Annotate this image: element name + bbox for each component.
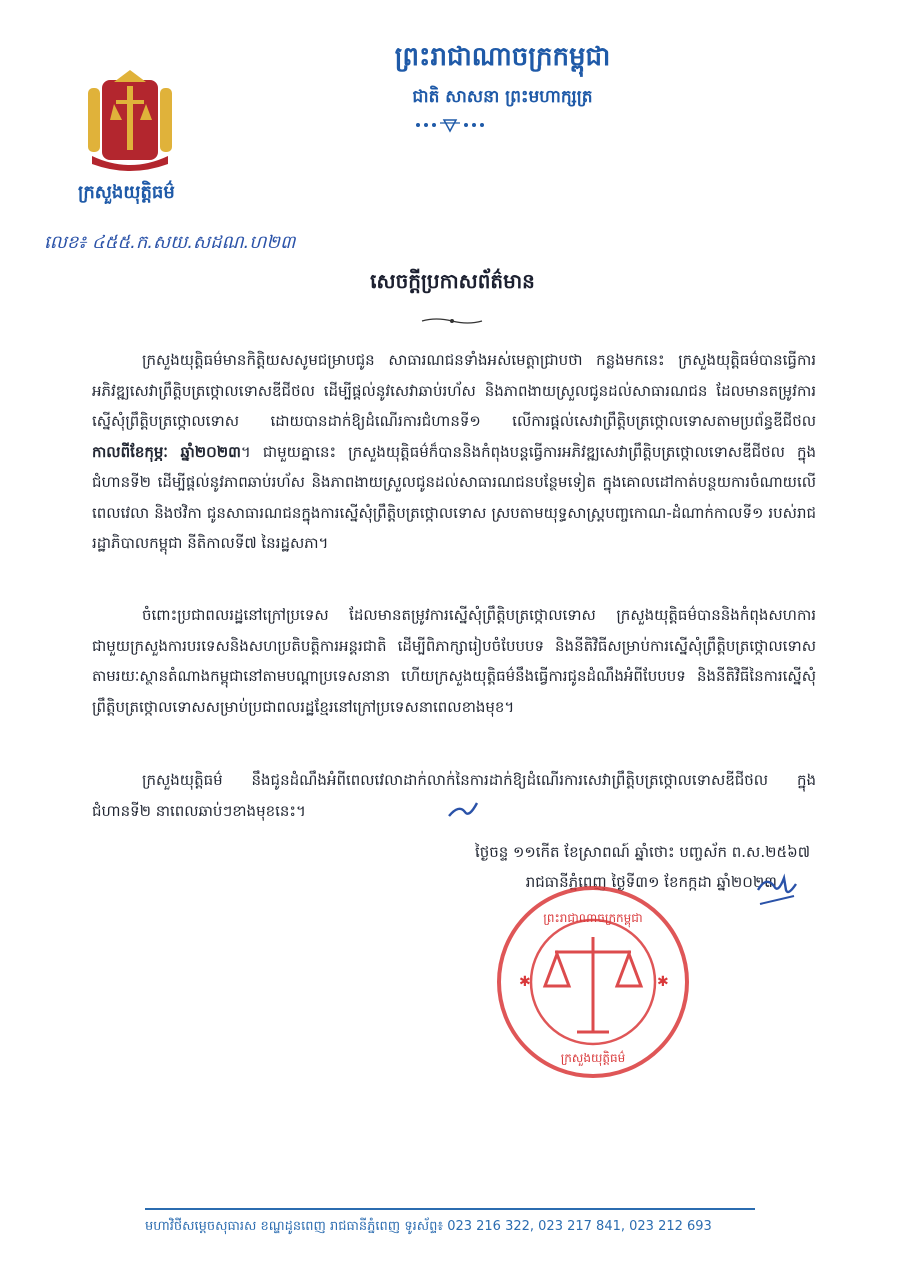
kingdom-heading: ព្រះរាជាណាចក្រកម្ពុជា — [394, 42, 611, 72]
paragraph-1 — [92, 345, 816, 559]
official-seal — [493, 882, 693, 1082]
svg-text:✱: ✱ — [657, 974, 669, 990]
paragraph-2 — [92, 600, 816, 722]
paragraph-1-end: ។ ជាមួយគ្នានេះ ក្រសួងយុត្តិធម៌ក៏បាននិងកំពុងបន្តធ្វើការអភិវឌ្ឍសេវាព្រឹត្តិបត្រថ្កោលទោសឌីជីថល ក្នុងជំហានទី២ ដើម្បីផ្តល់នូវភាពឆាប់រហ័ស និងភាពងាយស្រួលជូនដល់សាធារណជនបន្ថែមទៀត ក្នុងគោលដៅកាត់បន្ថយការចំណាយលើពេលវេលា និងថវិកា ជូនសាធារណជនក្នុងការស្នើសុំព្រឹត្តិបត្រថ្កោលទោស ស្របតាមយុទ្ធសាស្ត្របញ្ចកោណ-ដំណាក់កាលទី១ របស់រាជរដ្ឋាភិបាលកម្ពុជា នីតិកាលទី៧ នៃរដ្ឋសភា។ — [92, 442, 816, 552]
footer-contact — [145, 1218, 712, 1237]
seal-bottom-text: ក្រសួងយុត្តិធម៌ — [560, 1051, 626, 1065]
ministry-emblem-icon — [84, 70, 176, 174]
paragraph-1-date: កាលពីខែកុម្ភៈ ឆ្នាំ២០២៣ — [92, 442, 241, 461]
initial-mark-icon — [445, 800, 481, 822]
paragraph-2-text: ចំពោះប្រជាពលរដ្ឋនៅក្រៅប្រទេស ដែលមានតម្រូវការស្នើសុំព្រឹត្តិបត្រថ្កោលទោស ក្រសួងយុត្តិធម៌បាននិងកំពុងសហការជាមួយក្រសួងការបរទេសនិងសហប្រតិបត្តិការអន្តរជាតិ ដើម្បីពិភាក្សារៀបចំបែបបទ និងនីតិវិធីសម្រាប់ការស្នើសុំព្រឹត្តិបត្រថ្កោលទោសតាមរយៈស្ថានតំណាងកម្ពុជានៅតាមបណ្តាប្រទេសនានា ហើយក្រសួងយុត្តិធម៌នឹងធ្វើការជូនដំណឹងអំពីបែបបទ និងនីតិវិធីនៃការស្នើសុំព្រឹត្តិបត្រថ្កោលទោសសម្រាប់ប្រជាពលរដ្ឋខ្មែរនៅក្រៅប្រទេសនាពេលខាងមុខ។ — [92, 606, 816, 716]
scales-of-justice-icon — [545, 937, 641, 1032]
signature — [752, 870, 802, 910]
reference-number: លេខ៖ ៤៥៥.ក.សយ.សដណ.ហ២៣ — [44, 232, 296, 253]
ornament-divider-icon — [410, 116, 490, 134]
paragraph-1-start: ក្រសួងយុត្តិធម៌មានកិត្តិយសសូមជម្រាបជូន សាធារណជនទាំងអស់មេត្តាជ្រាបថា កន្លងមកនេះ ក្រសួងយុត្តិធម៌បានធ្វើការអភិវឌ្ឍសេវាព្រឹត្តិបត្រថ្កោលទោសឌីជីថល ដើម្បីផ្តល់នូវសេវាឆាប់រហ័ស និងភាពងាយស្រួលជូនដល់សាធារណជន ដែលមានតម្រូវការស្នើសុំព្រឹត្តិបត្រថ្កោលទោស ដោយបានដាក់ឱ្យដំណើរការជំហានទី១ លើការផ្តល់សេវាព្រឹត្តិបត្រថ្កោលទោសតាមប្រព័ន្ធឌីជីថល — [92, 351, 816, 430]
title-divider-icon — [420, 315, 484, 327]
footer-phones: 023 216 322, 023 217 841, 023 212 693 — [447, 1219, 712, 1234]
ministry-name: ក្រសួងយុត្តិធម៌ — [78, 182, 175, 203]
lunar-date: ថ្ងៃចន្ទ ១១កើត ខែស្រាពណ៍ ឆ្នាំថោះ បញ្ចស័ក ព.ស.២៥៦៧ — [474, 843, 810, 861]
national-motto: ជាតិ សាសនា ព្រះមហាក្សត្រ — [412, 87, 593, 107]
svg-text:✱: ✱ — [519, 974, 531, 990]
footer-divider — [145, 1208, 755, 1210]
paragraph-3-text: ក្រសួងយុត្តិធម៌ នឹងជូនដំណឹងអំពីពេលវេលាដាក់លាក់នៃការដាក់ឱ្យដំណើរការសេវាព្រឹត្តិបត្រថ្កោលទោសឌីជីថល ក្នុងជំហានទី២ នាពេលឆាប់ៗខាងមុខនេះ។ — [92, 771, 816, 820]
place-and-date: រាជធានីភ្នំពេញ ថ្ងៃទី៣១ ខែកក្កដា ឆ្នាំ២០២៣ — [525, 873, 777, 891]
seal-top-text: ព្រះរាជាណាចក្រកម្ពុជា — [543, 911, 643, 925]
footer-address: មហាវិថីសម្តេចសុធារស ខណ្ឌដូនពេញ រាជធានីភ្នំពេញ ទូរស័ព្ទ៖ — [145, 1219, 444, 1234]
document-title: សេចក្តីប្រកាសព័ត៌មាន — [370, 269, 535, 293]
